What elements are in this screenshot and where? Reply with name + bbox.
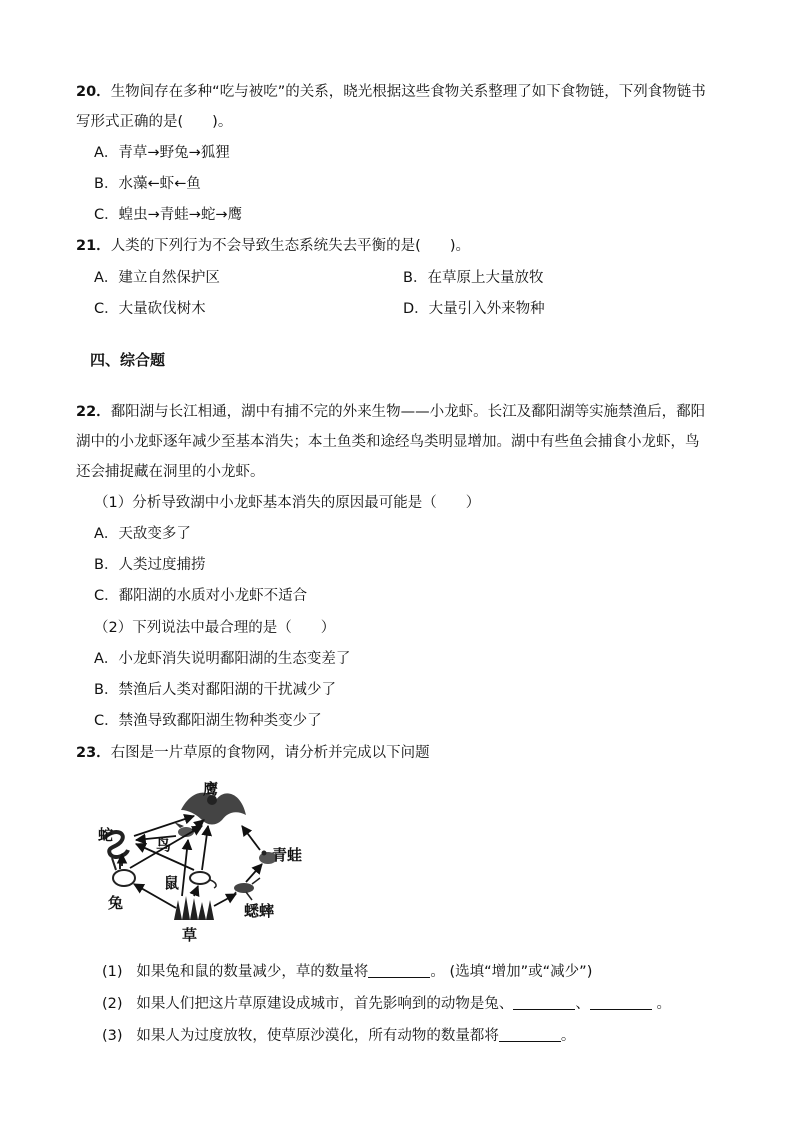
q23-sub1-number: (1) <box>102 964 123 980</box>
q21-option-d: D．大量引入外来物种 <box>403 301 545 317</box>
q22-sub2-option-c: C．禁渔导致鄱阳湖生物种类变少了 <box>94 713 322 729</box>
q21-option-b: B．在草原上大量放牧 <box>403 270 544 286</box>
q23-stem <box>76 743 430 763</box>
arrow-frog-eagle <box>242 826 260 850</box>
label-bird: 鸟 <box>156 836 172 854</box>
q23-sub3 <box>102 1026 575 1046</box>
label-cricket: 蟋蟀 <box>244 902 275 920</box>
q23-sub2-blank2[interactable] <box>590 995 652 1010</box>
q22-para-line2: 湖中的小龙虾逐年减少至基本消失；本土鱼类和途经鸟类明显增加。湖中有些鱼会捕食小龙虾，鸟 <box>76 434 700 450</box>
q20-stem-line1 <box>76 82 706 102</box>
q22-sub2-option-b: B．禁渔后人类对鄱阳湖的干扰减少了 <box>94 682 336 698</box>
q22-sub1-stem: （1）分析导致湖中小龙虾基本消失的原因最可能是（ ） <box>94 495 481 511</box>
mouse-icon <box>190 872 216 888</box>
section-title: 四、综合题 <box>90 351 166 369</box>
q22-sub1-option-c: C．鄱阳湖的水质对小龙虾不适合 <box>94 588 308 604</box>
arrow-grass-mouse <box>194 886 198 896</box>
arrow-mouse-eagle <box>202 826 208 870</box>
food-web-arrows <box>122 816 262 908</box>
q21-stem <box>76 236 470 256</box>
arrow-grass-cricket <box>214 894 236 906</box>
q21-number: 21． <box>76 238 111 254</box>
q23-sub3-blank[interactable] <box>499 1027 561 1042</box>
label-mouse: 鼠 <box>164 874 180 892</box>
q22-number: 22． <box>76 404 111 420</box>
label-frog: 青蛙 <box>272 846 303 864</box>
cricket-icon <box>230 878 260 900</box>
q23-stem-text: 右图是一片草原的食物网，请分析并完成以下问题 <box>110 745 430 761</box>
arrow-grass-bird <box>182 840 188 896</box>
q22-sub2-option-a: A．小龙虾消失说明鄱阳湖的生态变差了 <box>94 651 351 667</box>
q20-number: 20． <box>76 84 111 100</box>
label-eagle: 鹰 <box>203 780 219 798</box>
label-snake: 蛇 <box>98 826 114 844</box>
q23-sub1 <box>102 962 592 982</box>
q23-sub3-tail: 。 <box>560 1028 576 1044</box>
q22-para-line1 <box>76 402 705 422</box>
q22-para-line3: 还会捕捉藏在洞里的小龙虾。 <box>76 464 265 480</box>
q20-option-a: A．青草→野兔→狐狸 <box>94 145 230 161</box>
q21-stem-text: 人类的下列行为不会导致生态系统失去平衡的是( )。 <box>110 238 470 254</box>
q23-sub3-number: (3) <box>102 1028 123 1044</box>
q23-sub2-number: (2) <box>102 996 123 1012</box>
q20-option-c: C．蝗虫→青蛙→蛇→鹰 <box>94 207 243 223</box>
q23-sub2-separator: 、 <box>575 996 590 1012</box>
q23-sub2-tail: 。 <box>656 996 671 1012</box>
label-grass: 草 <box>182 926 198 944</box>
q23-sub3-text: 如果人为过度放牧，使草原沙漠化，所有动物的数量都将 <box>136 1028 499 1044</box>
q22-sub1-option-b: B．人类过度捕捞 <box>94 557 206 573</box>
arrow-cricket-frog <box>246 864 262 882</box>
q21-option-c: C．大量砍伐树木 <box>94 301 206 317</box>
q23-sub2-blank1[interactable] <box>513 995 575 1010</box>
rabbit-icon <box>112 857 135 886</box>
label-rabbit: 兔 <box>108 894 124 912</box>
grass-icon <box>174 896 214 920</box>
q20-stem-text: 生物间存在多种“吃与被吃”的关系，晓光根据这些食物关系整理了如下食物链，下列食物链书 <box>110 84 706 100</box>
q23-sub1-blank[interactable] <box>368 963 430 978</box>
q20-stem-line2: 写形式正确的是( )。 <box>76 114 233 130</box>
q23-sub2-text: 如果人们把这片草原建设成城市，首先影响到的动物是兔、 <box>136 996 514 1012</box>
q22-sub2-stem: （2）下列说法中最合理的是（ ） <box>94 620 336 636</box>
q22-para-text: 鄱阳湖与长江相通，湖中有捕不完的外来生物——小龙虾。长江及鄱阳湖等实施禁渔后，鄱阳 <box>110 404 706 420</box>
q23-sub1-text: 如果兔和鼠的数量减少，草的数量将 <box>136 964 369 980</box>
q23-sub1-tail: 。 (选填“增加”或“减少”) <box>430 964 593 980</box>
q21-option-a: A．建立自然保护区 <box>94 270 220 286</box>
q20-option-b: B．水藻←虾←鱼 <box>94 176 201 192</box>
q22-sub1-option-a: A．天敌变多了 <box>94 526 191 542</box>
q23-number: 23． <box>76 745 111 761</box>
q23-sub2 <box>102 994 671 1014</box>
food-web-diagram <box>96 770 316 948</box>
bird-icon <box>174 822 194 837</box>
